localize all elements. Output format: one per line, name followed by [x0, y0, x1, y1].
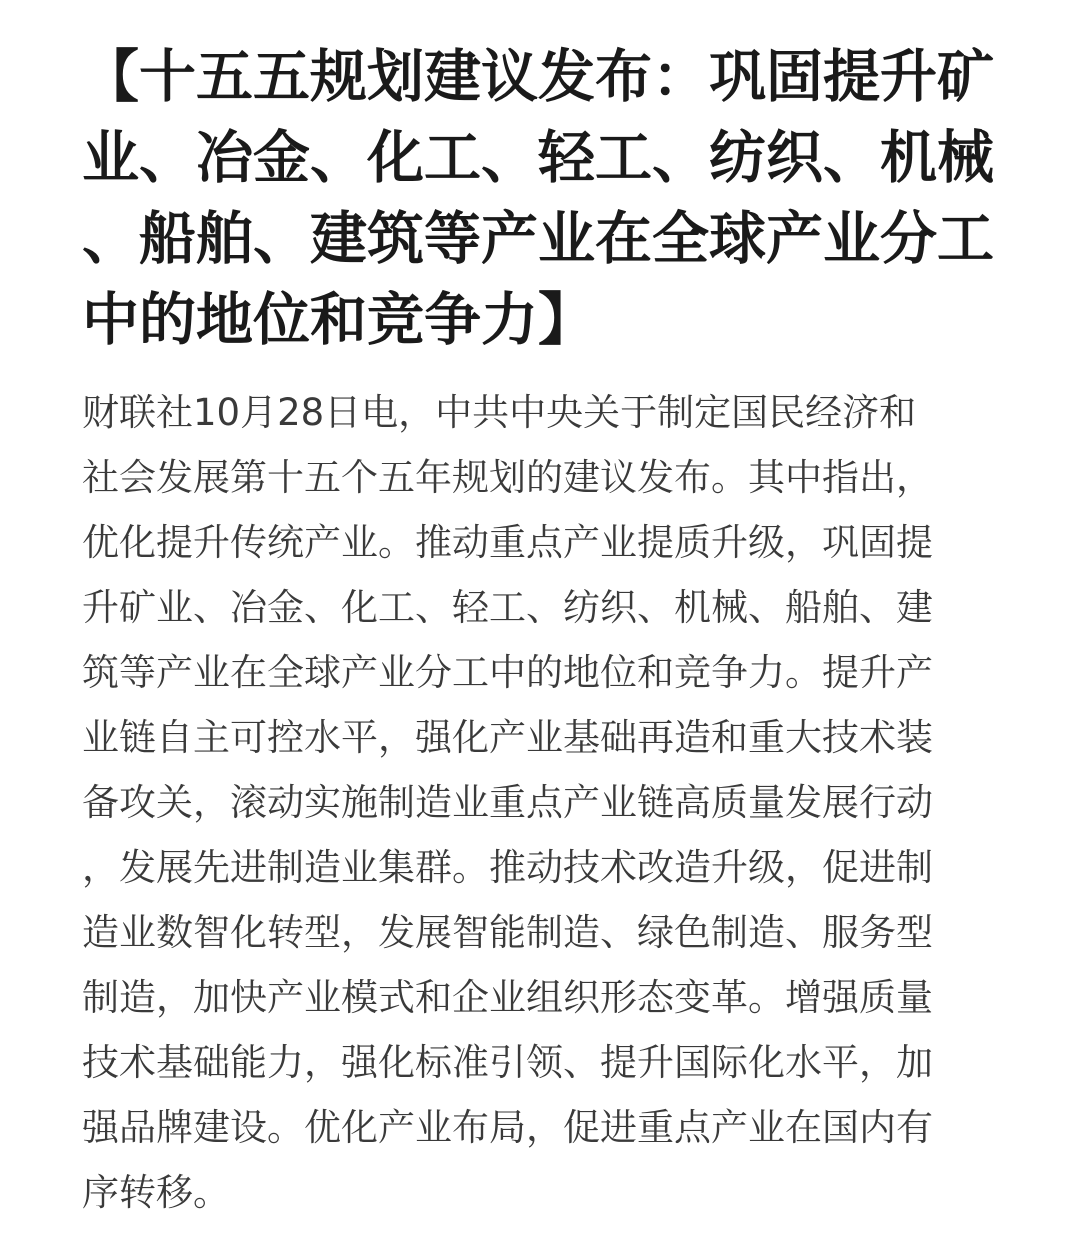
body-line: 财联社10月28日电，中共中央关于制定国民经济和: [82, 391, 917, 434]
body-line: 优化提升传统产业。推动重点产业提质升级，巩固提: [82, 521, 933, 564]
body-line: 业链自主可控水平，强化产业基础再造和重大技术装: [82, 716, 933, 759]
body-line: 制造，加快产业模式和企业组织形态变革。增强质量: [82, 976, 933, 1019]
body-line: 序转移。: [82, 1171, 230, 1214]
title-line: 业、冶金、化工、轻工、纺织、机械: [82, 124, 994, 191]
body-line: 社会发展第十五个五年规划的建议发布。其中指出，: [82, 456, 933, 499]
body-line: 筑等产业在全球产业分工中的地位和竞争力。提升产: [82, 651, 933, 694]
body-line: 备攻关，滚动实施制造业重点产业链高质量发展行动: [82, 781, 933, 824]
body-line: 造业数智化转型，发展智能制造、绿色制造、服务型: [82, 911, 933, 954]
body-line: 强品牌建设。优化产业布局，促进重点产业在国内有: [82, 1106, 933, 1149]
body-line: 技术基础能力，强化标准引领、提升国际化水平，加: [82, 1041, 933, 1084]
body-line: ，发展先进制造业集群。推动技术改造升级，促进制: [82, 846, 933, 889]
title-line: 中的地位和竞争力】: [82, 286, 595, 353]
article: [82, 0, 994, 1214]
title-line: 【十五五规划建议发布：巩固提升矿: [82, 43, 994, 110]
title-line: 、船舶、建筑等产业在全球产业分工: [82, 205, 994, 272]
body-line: 升矿业、冶金、化工、轻工、纺织、机械、船舶、建: [82, 586, 933, 629]
article-title: [82, 0, 994, 360]
article-body: [82, 380, 982, 1225]
